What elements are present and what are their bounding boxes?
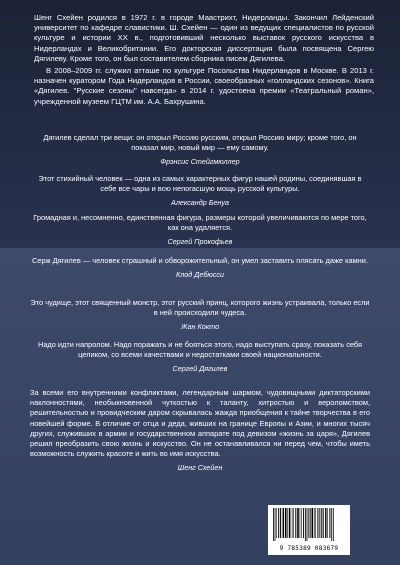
barcode-bar: [273, 508, 274, 541]
barcode-bar: [329, 508, 330, 538]
barcode-bar: [327, 508, 328, 538]
quote-author: Сергей Дягилев: [172, 364, 228, 374]
barcode-bar: [317, 508, 318, 538]
quote-text: Серж Дягилев — человек страшный и обворожительный, он умел заставить плясать даже камни.: [32, 256, 368, 265]
quote-author: Шенг Схейен: [177, 463, 223, 473]
barcode-bar: [280, 508, 281, 538]
barcode-bar: [312, 508, 314, 538]
barcode-bar: [308, 508, 309, 538]
barcode-bar: [297, 508, 299, 538]
quote-text: Это чудище, этот священный монстр, этот русский принц, которого жизнь устраивала, только если в ней происходили чудеса.: [30, 298, 370, 318]
author-bio: [34, 13, 374, 107]
barcode-bar: [314, 508, 315, 538]
quote-block: [30, 256, 370, 280]
quote-author: Клод Дебюсси: [176, 270, 224, 280]
barcode-bar: [300, 508, 301, 538]
barcode-bar: [278, 508, 279, 538]
quote-block: [30, 133, 370, 168]
barcode-bar: [310, 508, 311, 538]
quote-text: Дягилев сделал три вещи: он открыл Россию русским, открыл Россию миру; кроме того, он показал мир, новый мир — ему самому.: [43, 133, 357, 153]
quote-author: Жан Кокто: [180, 322, 220, 332]
barcode-bar: [323, 508, 324, 538]
bio-paragraph-2: В 2008–2009 гг. служил атташе по культуре Посольства Нидерландов в Москве. В 2013 г. назначен куратором Года Нидерландов в России, своеобразных «голландских сезонов». Книга «Дягилев. "Русские сезоны" навсегда» в 2014 г. удостоена премии «Театральный роман», учрежденной музеем ГЦТМ им. А.А. Бахрушина.: [34, 66, 374, 106]
quote-block: [30, 213, 370, 248]
barcode-bar: [283, 508, 284, 538]
quote-author: Фрэнсис Стейгмюллер: [160, 157, 240, 167]
quote-block: [30, 340, 370, 375]
barcode-bar: [295, 508, 296, 538]
barcode-bars: [272, 508, 346, 541]
quote-block: [30, 388, 370, 474]
quote-text: Громадная и, несомненно, единственная фигура, размеры которой увеличиваются по мере того, как она удаляется.: [33, 213, 367, 233]
quote-author: Сергей Прокофьев: [167, 237, 233, 247]
barcode-icon: [268, 505, 350, 555]
barcode-bar: [319, 508, 320, 538]
barcode-bar: [285, 508, 287, 538]
barcode-bar: [287, 508, 288, 538]
bio-paragraph-1: Шенг Схейен родился в 1972 г. в городе Маастрихт, Нидерланды. Закончил Лейденский университет по кафедре славистики. Ш. Схейен — один из ведущих специалистов по русской культуре и истории XX в., подготовивший несколько выставок русского искусства в Нидерландах и Великобритании. Его докторская диссертация была посвящена Сергею Дягилеву. Кроме того, он был составителем сборника писем Дягилева.: [34, 13, 374, 63]
isbn-number: 9 785389 083679: [279, 545, 339, 552]
barcode-bar: [307, 508, 308, 541]
quote-text: Надо идти напролом. Надо поражать и не бояться этого, надо выступать сразу, показать себя целиком, со всеми качествами и недостатками своей национальности.: [37, 340, 362, 360]
barcode-bar: [315, 508, 316, 538]
quote-block: [30, 174, 370, 209]
barcode-bar: [276, 508, 277, 538]
barcode-bar: [325, 508, 326, 538]
barcode-bar: [321, 508, 322, 538]
barcode-bar: [305, 508, 306, 541]
barcode-bar: [292, 508, 293, 538]
barcode-bar: [333, 508, 334, 541]
barcode-bar: [293, 508, 294, 538]
barcode-bar: [303, 508, 304, 538]
quote-block: [30, 298, 370, 333]
quote-text: За всеми его внутренними конфликтами, легендарным шармом, чудовищными диктаторскими наклонностями, необыкновенной чуткостью к таланту, хитростью и вероломством, решительностью и провидческим даром скрывалась жажда приобщения к тайне творчества в его новейшей форме. В отличие от отца и деда, живших на границе Европы и Азии, и многих тысяч других, служивших в армии и государственном аппарате под девизом «жизнь за царя», Дягилев решил преобразить свою жизнь и искусство. Он не останавливался ни перед чем, чтобы иметь возможность служить красоте и жить во имя искусства.: [30, 388, 370, 459]
barcode-bar: [275, 508, 276, 541]
quote-text: Этот стихийный человек — одна из самых характерных фигур нашей родины, соединявшая в себе все чары и всю непогасшую мощь русской культуры.: [38, 174, 362, 194]
barcode-bar: [289, 508, 291, 538]
barcode-bar: [301, 508, 302, 538]
barcode-bar: [331, 508, 332, 541]
quote-author: Александр Бенуа: [171, 198, 229, 208]
